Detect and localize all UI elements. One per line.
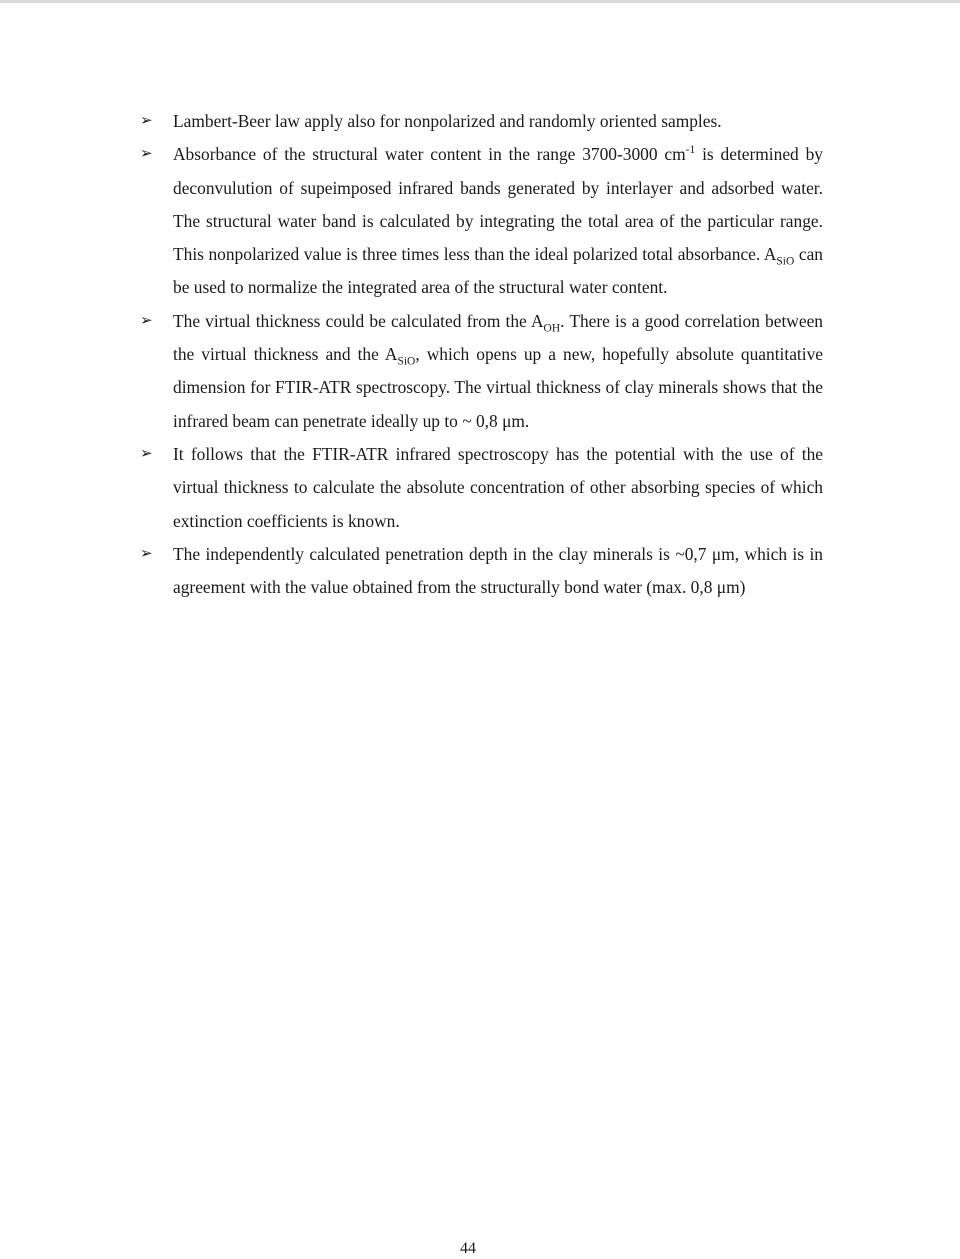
bullet-item-absorbance (140, 138, 823, 304)
bullet-item-lambert-beer (140, 105, 823, 138)
bullet-text-continued: can be used to normalize the integrated area of the structural water content. (173, 244, 823, 298)
bullet-item-virtual-thickness (140, 305, 823, 438)
bullet-text: Absorbance of the structural water content in the range 3700-3000 cm (173, 144, 686, 165)
bullet-text-continued: is determined by deconvulution of supeimposed infrared bands generated by interlayer and adsorbed water. The structural water band is calculated by integrating the total area of the particular range. This nonpolarized value is three times less than the ideal polarized total absorbance. A (173, 144, 823, 265)
bullet-text: Lambert-Beer law apply also for nonpolarized and randomly oriented samples. (173, 111, 722, 131)
arrow-bullet-icon: ➢ (140, 113, 153, 129)
bullet-text: The virtual thickness could be calculated from the A (173, 310, 544, 331)
bullet-list (140, 105, 823, 604)
superscript: -1 (685, 144, 696, 157)
bullet-text: It follows that the FTIR-ATR infrared spectroscopy has the potential with the use of the virtual thickness to calculate the absolute concentration of other absorbing species of which extinction coefficients is known. (173, 443, 823, 531)
bullet-text-continued: , which opens up a new, hopefully absolute quantitative dimension for FTIR-ATR spectroscopy. The virtual thickness of clay minerals shows that the infrared beam can penetrate ideally up to ~ 0,8 μm. (173, 344, 823, 431)
arrow-bullet-icon: ➢ (140, 146, 153, 163)
bullet-item-penetration-depth (140, 538, 823, 605)
bullet-text: The independently calculated penetration depth in the clay minerals is ~0,7 μm, which is in agreement with the value obtained from the structurally bond water (max. 0,8 μm) (173, 543, 823, 598)
subscript: SiO (397, 355, 416, 368)
subscript: SiO (776, 255, 795, 268)
bullet-text-continued: . There is a good correlation between the virtual thickness and the A (173, 310, 823, 365)
arrow-bullet-icon: ➢ (140, 445, 153, 462)
arrow-bullet-icon: ➢ (140, 545, 153, 562)
page-number: 44 (460, 1240, 476, 1257)
arrow-bullet-icon: ➢ (140, 312, 153, 329)
top-border-line (0, 0, 960, 3)
page-body (140, 105, 823, 604)
subscript: OH (543, 322, 561, 335)
bullet-item-ftir-atr-potential (140, 438, 823, 538)
